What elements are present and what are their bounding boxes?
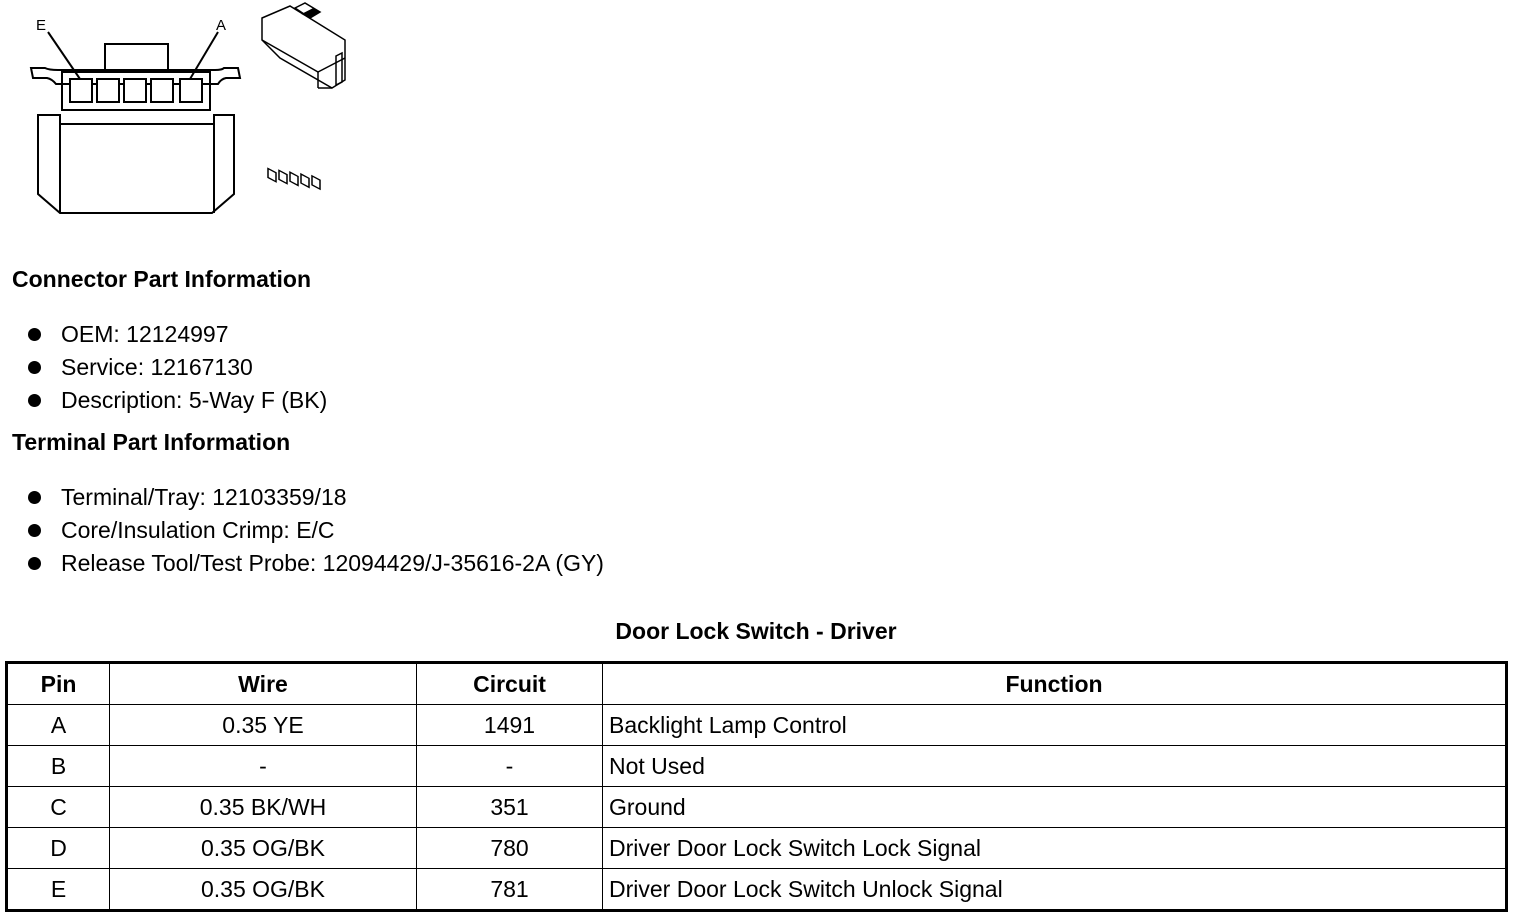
bullet-icon [28, 328, 41, 341]
wire-cell: 0.35 OG/BK [110, 869, 417, 911]
bullet-icon [28, 557, 41, 570]
table-title: Door Lock Switch - Driver [615, 618, 897, 644]
bullet-icon [28, 524, 41, 537]
connector-lower-body [38, 115, 234, 213]
list-item: OEM: 12124997 [28, 318, 327, 351]
column-header-pin: Pin [7, 663, 110, 705]
list-item: Release Tool/Test Probe: 12094429/J-35616-2A (GY) [28, 547, 604, 580]
wire-cell: 0.35 OG/BK [110, 828, 417, 869]
pinout-table [5, 661, 1508, 912]
circuit-cell: 351 [417, 787, 603, 828]
function-cell: Driver Door Lock Switch Unlock Signal [603, 869, 1507, 911]
list-item: Description: 5-Way F (BK) [28, 384, 327, 417]
circuit-cell: 781 [417, 869, 603, 911]
function-cell: Ground [603, 787, 1507, 828]
bullet-icon [28, 361, 41, 374]
wire-cell: 0.35 YE [110, 705, 417, 746]
table-row [7, 869, 1507, 911]
circuit-cell: 1491 [417, 705, 603, 746]
list-item: Service: 12167130 [28, 351, 327, 384]
terminal-part-heading: Terminal Part Information [12, 429, 291, 455]
connector-part-list [28, 318, 327, 417]
bullet-icon [28, 491, 41, 504]
list-item: Terminal/Tray: 12103359/18 [28, 481, 604, 514]
connector-isometric-view [262, 3, 345, 189]
column-header-circuit: Circuit [417, 663, 603, 705]
pin-cavity-c [124, 79, 146, 102]
pin-cell: E [7, 869, 110, 911]
pin-cell: B [7, 746, 110, 787]
pin-label-a: A [216, 17, 227, 34]
pin-cell: A [7, 705, 110, 746]
wire-cell: - [110, 746, 417, 787]
pin-cavity-b [151, 79, 173, 102]
connector-diagram [0, 0, 380, 230]
circuit-cell: 780 [417, 828, 603, 869]
table-row [7, 787, 1507, 828]
table-row [7, 705, 1507, 746]
connector-part-heading: Connector Part Information [12, 266, 312, 292]
pin-cell: D [7, 828, 110, 869]
column-header-wire: Wire [110, 663, 417, 705]
circuit-cell: - [417, 746, 603, 787]
wire-cell: 0.35 BK/WH [110, 787, 417, 828]
column-header-function: Function [603, 663, 1507, 705]
function-cell: Backlight Lamp Control [603, 705, 1507, 746]
pin-cell: C [7, 787, 110, 828]
table-row [7, 746, 1507, 787]
function-cell: Not Used [603, 746, 1507, 787]
bullet-icon [28, 394, 41, 407]
connector-latch [105, 44, 168, 70]
pin-cavity-a [180, 79, 202, 102]
function-cell: Driver Door Lock Switch Lock Signal [603, 828, 1507, 869]
pin-cavity-d [97, 79, 119, 102]
list-item: Core/Insulation Crimp: E/C [28, 514, 604, 547]
table-header-row [7, 663, 1507, 705]
pin-cavity-e [70, 79, 92, 102]
table-row [7, 828, 1507, 869]
pin-label-e: E [36, 17, 47, 34]
terminal-part-list [28, 481, 604, 580]
